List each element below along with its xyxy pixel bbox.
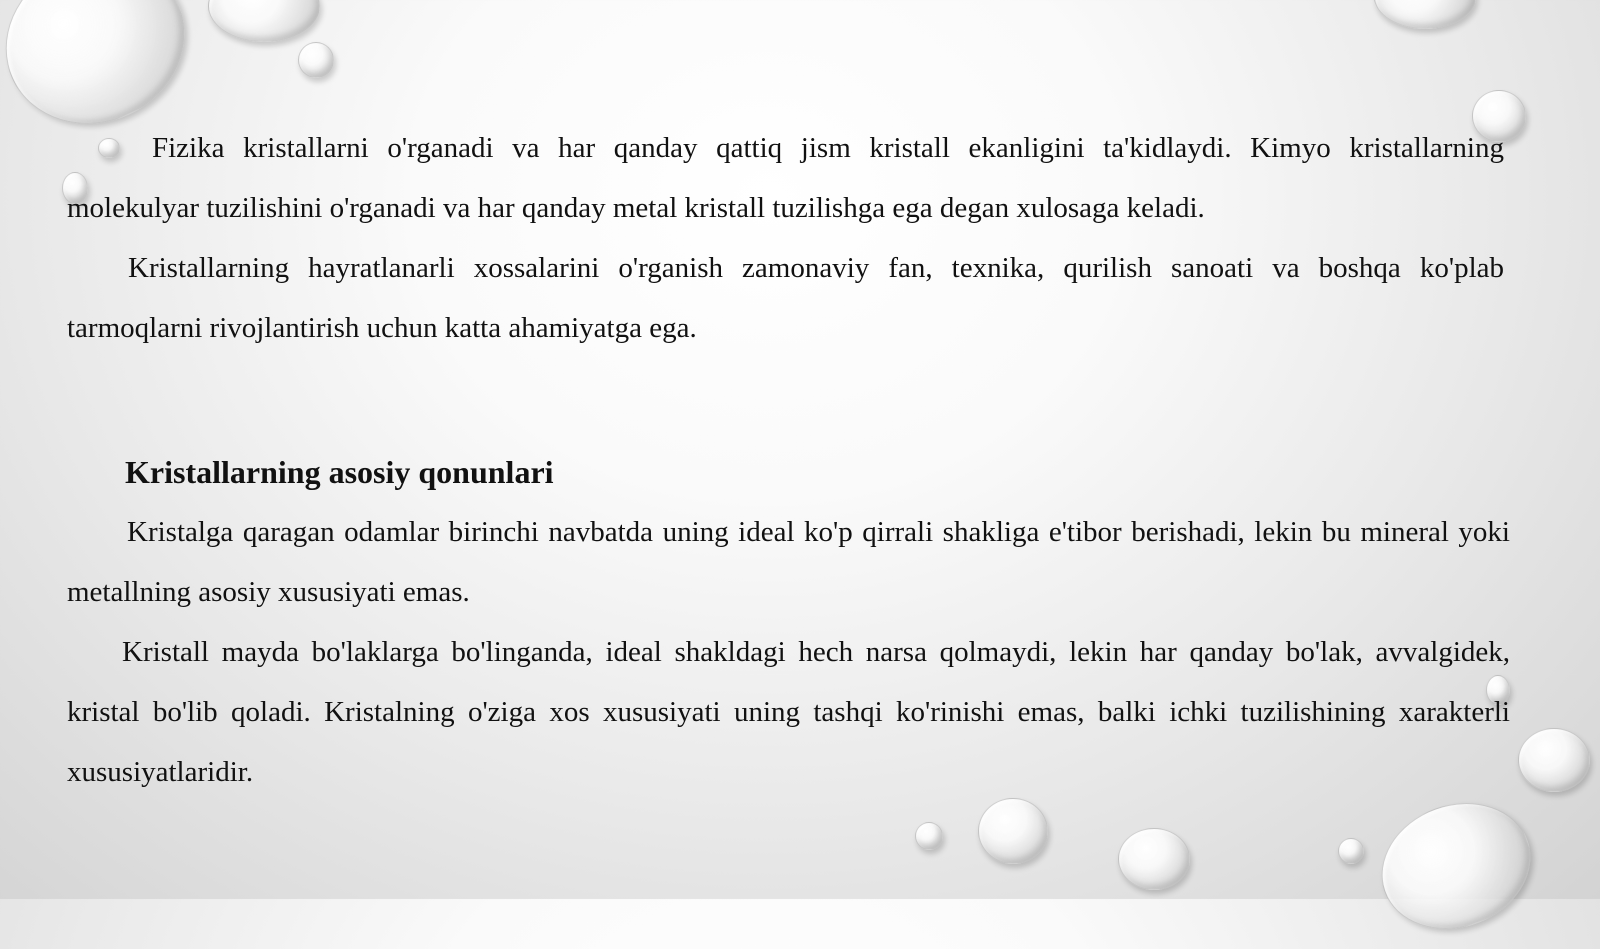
paragraph-physics-chemistry: Fizika kristallarni o'rganadi va har qanday qattiq jism kristall ekanligini ta'kidlaydi. Kimyo kristallarning molekulyar tuzilishini o'rganadi va har qanday metal kristall tuzilishga ega degan xulosaga keladi. [67,132,1504,224]
water-drop-icon [208,0,320,42]
water-drop-icon [1518,728,1590,792]
water-drop-icon [978,798,1048,864]
water-drop-icon [1338,838,1364,864]
water-drop-icon [1118,828,1190,890]
section-heading: Kristallarning asosiy qonunlari [125,454,554,490]
water-drop-icon [1374,0,1476,29]
paragraph-importance: Kristallarning hayratlanarli xossalarini o'rganish zamonaviy fan, texnika, qurilish sanoati va boshqa ko'plab tarmoqlarni rivojlantirish uchun katta ahamiyatga ega. [67,252,1504,344]
water-drop-icon [298,42,334,78]
water-drop-icon [1364,783,1549,949]
slide-body-lower [67,430,1510,802]
paragraph-ideal-shape: Kristalga qaragan odamlar birinchi navbatda uning ideal ko'p qirrali shakliga e'tibor berishadi, lekin bu mineral yoki metallning asosiy xususiyati emas. [67,516,1510,608]
slide-body-upper [67,118,1504,358]
water-drop-icon [915,822,943,850]
paragraph-internal-structure: Kristall mayda bo'laklarga bo'linganda, ideal shakldagi hech narsa qolmaydi, lekin har qanday bo'lak, avvalgidek, kristal bo'lib qoladi. Kristalning o'ziga xos xususiyati uning tashqi ko'rinishi emas, balki ichki tuzilishining xarakterli xususiyatlaridir. [67,636,1510,788]
